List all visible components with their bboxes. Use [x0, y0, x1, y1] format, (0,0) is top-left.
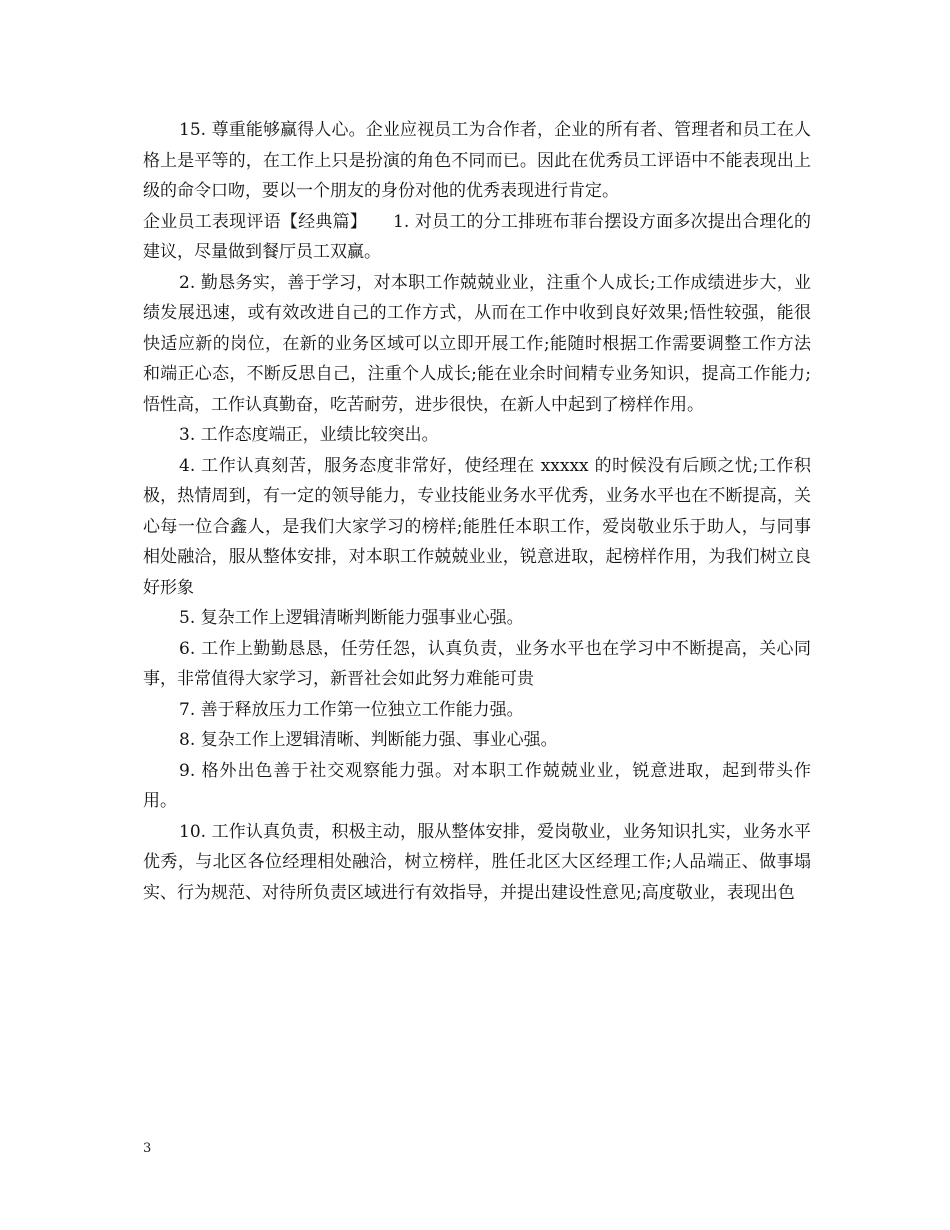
- paragraph-10: 10. 工作认真负责，积极主动，服从整体安排，爱岗敬业，业务知识扎实，业务水平优秀，与北区各位经理相处融洽，树立榜样，胜任北区大区经理工作;人品端正、做事塌实、行为规范、对待所负责区域进行有效指导，并提出建设性意见;高度敬业，表现出色: [143, 821, 811, 903]
- paragraph-2: 2. 勤恳务实，善于学习，对本职工作兢兢业业，注重个人成长;工作成绩进步大，业绩发展迅速，或有效改进自己的工作方式，从而在工作中收到良好效果;悟性较强，能很快适应新的岗位，在新的业务区域可以立即开展工作;能随时根据工作需要调整工作方法和端正心态，不断反思自己，注重个人成长;能在业余时间精专业务知识，提高工作能力;悟性高，工作认真勤奋，吃苦耐劳，进步很快，在新人中起到了榜样作用。: [143, 272, 811, 415]
- paragraph-7: 7. 善于释放压力工作第一位独立工作能力强。: [179, 699, 524, 720]
- paragraph-6: 6. 工作上勤勤恳恳，任劳任怨，认真负责，业务水平也在学习中不断提高，关心同事，非常值得大家学习，新晋社会如此努力难能可贵: [143, 638, 811, 689]
- paragraph-15: 15. 尊重能够赢得人心。企业应视员工为合作者，企业的所有者、管理者和员工在人格上是平等的，在工作上只是扮演的角色不同而已。因此在优秀员工评语中不能表现出上级的命令口吻，要以一个朋友的身份对他的优秀表现进行肯定。: [143, 120, 811, 201]
- document-body: [143, 115, 811, 908]
- paragraph-5: 5. 复杂工作上逻辑清晰判断能力强事业心强。: [179, 608, 524, 628]
- section-heading-paragraph-1: 企业员工表现评语【经典篇】 1. 对员工的分工排班布菲台摆设方面多次提出合理化的建议，尽量做到餐厅员工双赢。: [143, 211, 811, 262]
- paragraph-9: 9. 格外出色善于社交观察能力强。对本职工作兢兢业业，锐意进取，起到带头作用。: [143, 760, 811, 811]
- page-number: 3: [143, 1141, 152, 1156]
- paragraph-4: 4. 工作认真刻苦，服务态度非常好，使经理在 xxxxx 的时候没有后顾之忧;工作积极，热情周到，有一定的领导能力，专业技能业务水平优秀，业务水平也在不断提高，关心每一位合鑫人，是我们大家学习的榜样;能胜任本职工作，爱岗敬业乐于助人，与同事相处融洽，服从整体安排，对本职工作兢兢业业，锐意进取，起榜样作用，为我们树立良好形象: [143, 455, 811, 598]
- paragraph-8: 8. 复杂工作上逻辑清晰、判断能力强、事业心强。: [179, 730, 558, 750]
- paragraph-3: 3. 工作态度端正，业绩比较突出。: [179, 425, 439, 445]
